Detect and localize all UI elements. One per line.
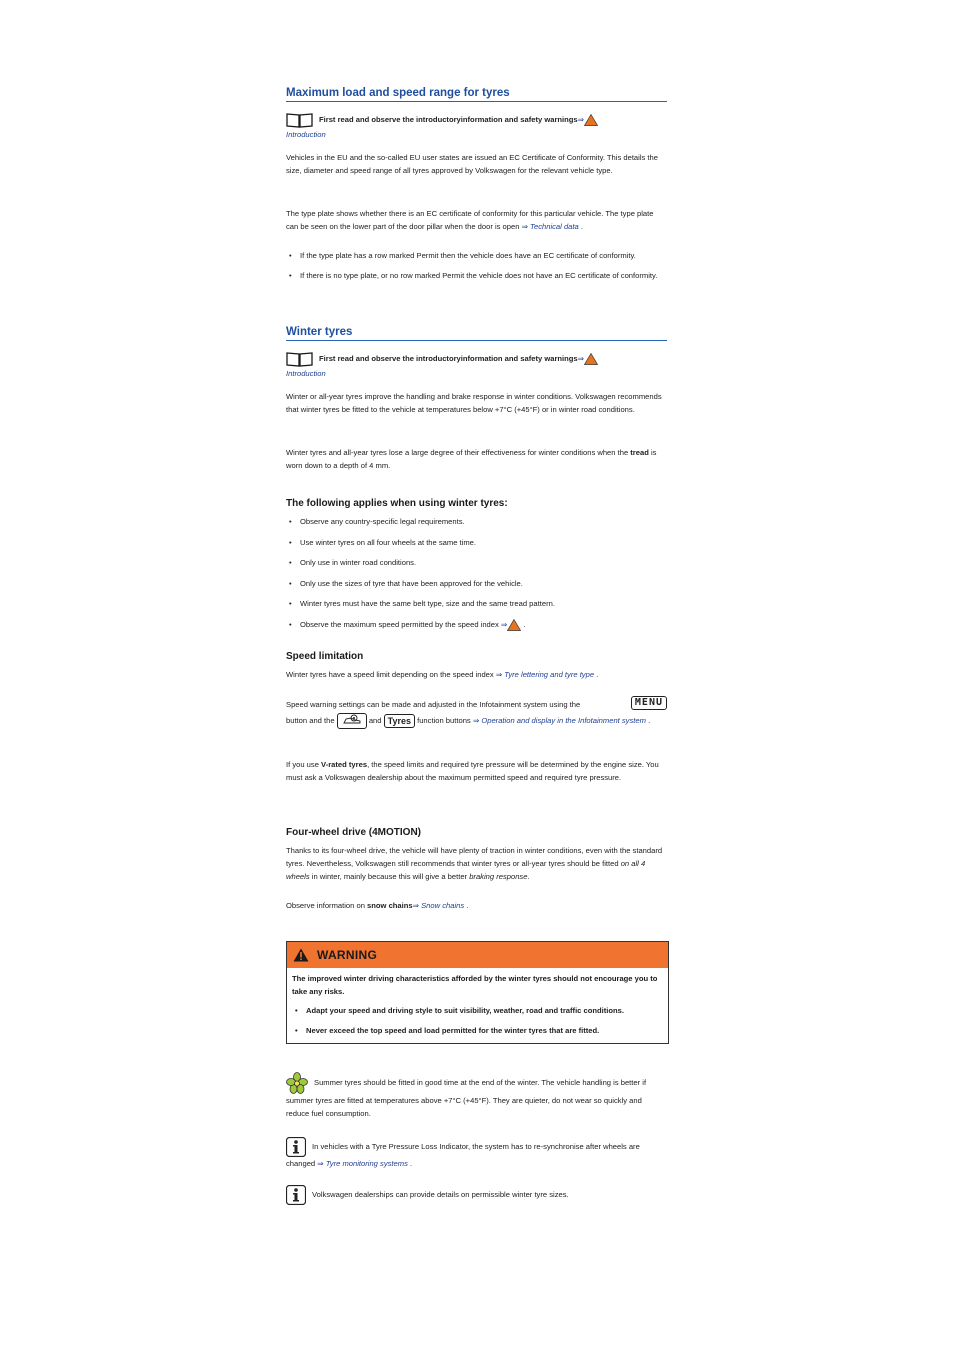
info-icon	[286, 1137, 306, 1157]
info-note: Volkswagen dealerships can provide details on permissible winter tyre sizes.	[286, 1185, 667, 1205]
book-icon	[286, 351, 313, 367]
bullet-list	[286, 515, 667, 631]
list-item: • Winter tyres must have the same belt type, size and the same tread pattern.	[286, 597, 667, 610]
paragraph: Winter or all-year tyres improve the handling and brake response in winter conditions. Volkswagen recommends that winter tyres be fitted to the vehicle at temperatures below +7°C (+45°F) or in winter road conditions.	[286, 392, 662, 414]
paragraph: Winter tyres and all-year tyres lose a large degree of their effectiveness for winter conditions when the tread is worn down to a depth of 4 mm.	[286, 448, 657, 470]
list-item: • If there is no type plate, or no row marked Permit the vehicle does not have an EC certificate of conformity.	[286, 269, 667, 282]
intro-winter: First read and observe the introductoryinformation and safety warnings⇒ Introduction	[286, 351, 667, 380]
list-item: • Only use in winter road conditions.	[286, 556, 667, 569]
intro-max-load: First read and observe the introductoryinformation and safety warnings⇒ Introduction	[286, 112, 667, 141]
environment-flower-icon	[286, 1072, 308, 1094]
car-setup-icon	[342, 714, 362, 725]
introduction-link[interactable]: Introduction	[286, 369, 326, 378]
warning-box	[286, 941, 669, 1044]
environment-note: Summer tyres should be fitted in good time at the end of the winter. The vehicle handling is better if summer tyres are fitted at temperatures above +7°C (+45°F). They are quieter, do not wear so quickly and reduce fuel consumption.	[286, 1072, 667, 1120]
menu-button[interactable]: MENU	[631, 696, 667, 710]
section-heading-winter: Winter tyres	[286, 326, 667, 341]
bullet-list	[292, 1004, 662, 1037]
warning-body: The improved winter driving characteristics afforded by the winter tyres should not encourage you to take any risks. • Adapt your speed and driving style to suit visibility, weather, road and traffic conditions. • Never exceed the top speed and load permitted for the winter tyres that are fitted.	[287, 968, 668, 1043]
list-item: • Only use the sizes of tyre that have been approved for the vehicle.	[286, 577, 667, 590]
warning-triangle-icon	[507, 619, 521, 631]
list-item: • Adapt your speed and driving style to suit visibility, weather, road and traffic conditions.	[292, 1004, 662, 1017]
paragraph: The type plate shows whether there is an EC certificate of conformity for this particular vehicle. The type plate can be seen on the lower part of the door pillar when the door is open ⇒ Technical data .	[286, 209, 654, 231]
tyres-button[interactable]: Tyres	[384, 714, 415, 728]
subheading-applies: The following applies when using winter tyres:	[286, 498, 508, 509]
subheading-speed: Speed limitation	[286, 651, 364, 662]
tyre-lettering-link[interactable]: ⇒ Tyre lettering and tyre type	[495, 670, 595, 679]
warning-triangle-icon	[584, 353, 598, 365]
list-item: • Observe any country-specific legal requirements.	[286, 515, 667, 528]
paragraph: Vehicles in the EU and the so-called EU user states are issued an EC Certificate of Conformity. This details the size, diameter and speed range of all tyres approved by Volkswagen for the relevant vehicle type.	[286, 153, 658, 175]
warning-triangle-icon	[293, 948, 309, 962]
warning-title: WARNING	[317, 948, 378, 962]
paragraph: Winter tyres have a speed limit depending on the speed index ⇒ Tyre lettering and tyre type .	[286, 670, 599, 679]
section-heading-max-load: Maximum load and speed range for tyres	[286, 87, 667, 102]
warning-header	[287, 942, 668, 968]
paragraph: Thanks to its four-wheel drive, the vehicle will have plenty of traction in winter conditions, even with the standard tyres. Nevertheless, Volkswagen still recommends that winter tyres or all-year tyres should be fitted on all 4 wheels in winter, mainly because this will give a better braking response.	[286, 846, 663, 881]
list-item: • If the type plate has a row marked Permit then the vehicle does have an EC certificate of conformity.	[286, 249, 667, 262]
snow-chains-link[interactable]: ⇒ Snow chains	[412, 901, 465, 910]
list-item: • Observe the maximum speed permitted by the speed index ⇒ .	[286, 618, 667, 631]
list-item: • Never exceed the top speed and load permitted for the winter tyres that are fitted.	[292, 1024, 662, 1037]
tyre-monitoring-link[interactable]: ⇒ Tyre monitoring systems	[317, 1159, 408, 1168]
technical-data-link[interactable]: ⇒ Technical data	[521, 222, 579, 231]
bullet-list	[286, 249, 667, 282]
operation-display-link[interactable]: ⇒ Operation and display in the Infotainment system	[472, 716, 646, 725]
car-setup-button[interactable]	[337, 713, 367, 729]
list-item: • Use winter tyres on all four wheels at the same time.	[286, 536, 667, 549]
introduction-link[interactable]: Introduction	[286, 130, 326, 139]
paragraph: Observe information on snow chains⇒ Snow chains .	[286, 901, 469, 910]
book-icon	[286, 112, 313, 128]
info-note: In vehicles with a Tyre Pressure Loss Indicator, the system has to re-synchronise after wheels are changed ⇒ Tyre monitoring systems .	[286, 1137, 667, 1170]
paragraph: Speed warning settings can be made and adjusted in the Infotainment system using the MENU button and the and Tyres function buttons ⇒ Operation and display in the Infotainment system .	[286, 697, 667, 729]
paragraph: If you use V-rated tyres, the speed limits and required tyre pressure will be determined by the engine size. You must ask a Volkswagen dealership about the maximum permitted speed and required tyre pressure.	[286, 760, 659, 782]
warning-triangle-icon	[584, 114, 598, 126]
info-icon	[286, 1185, 306, 1205]
subheading-4motion: Four-wheel drive (4MOTION)	[286, 827, 422, 838]
